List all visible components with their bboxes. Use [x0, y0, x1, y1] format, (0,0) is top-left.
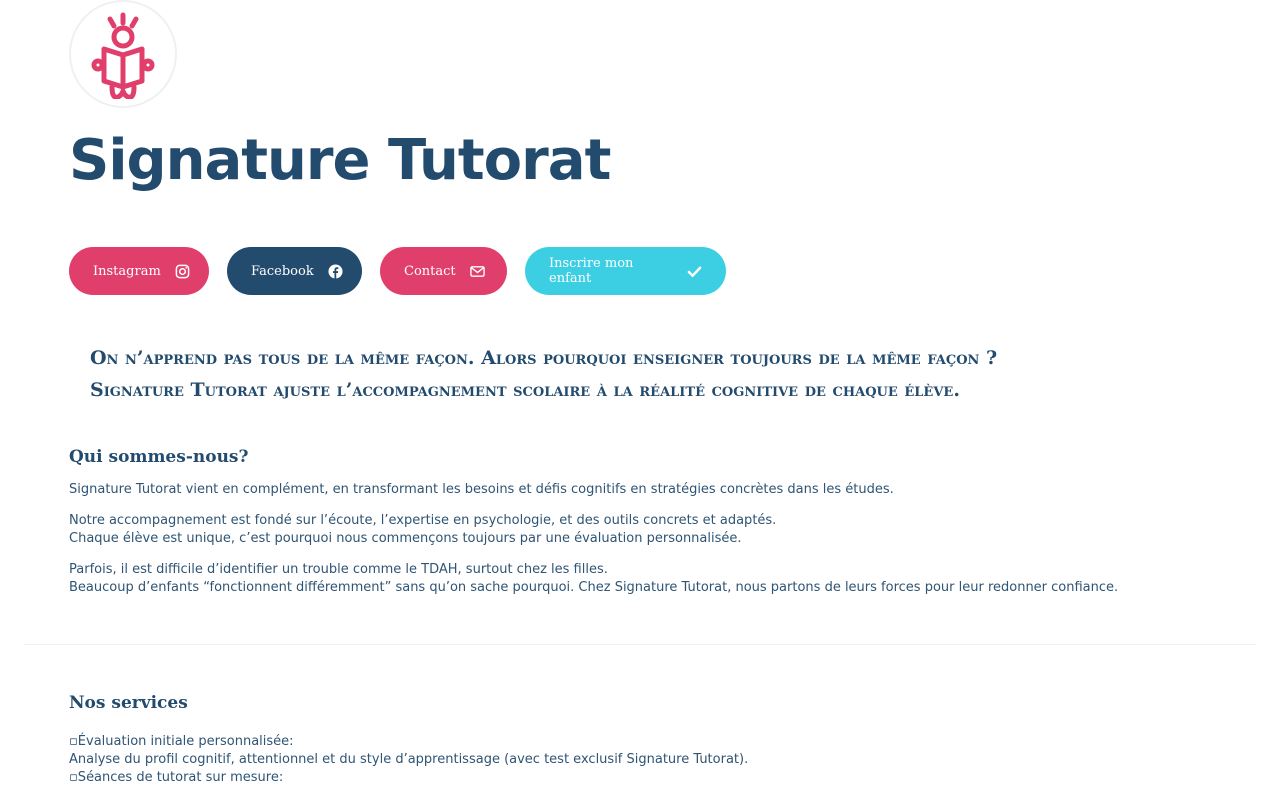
instagram-label: Instagram [93, 263, 161, 279]
envelope-icon [470, 264, 485, 279]
services-item: Analyse du profil cognitif, attentionnel et du style d’apprentissage (avec test exclusif Signature Tutorat). [69, 752, 749, 767]
tagline [90, 342, 997, 406]
enroll-label: Inscrire mon enfant [549, 256, 634, 286]
check-icon [687, 264, 702, 279]
about-heading: Qui sommes-nous? [69, 447, 249, 467]
about-paragraph-3-line-2: Beaucoup d’enfants “fonctionnent différemment” sans qu’on sache pourquoi. Chez Signature Tutorat, nous partons de leurs forces pour leur redonner confiance. [69, 580, 1119, 595]
instagram-button[interactable] [69, 247, 209, 295]
about-paragraph-3-line-1: Parfois, il est difficile d’identifier un trouble comme le TDAH, surtout chez les filles. [69, 562, 608, 577]
logo[interactable] [69, 0, 177, 108]
social-buttons [69, 247, 726, 295]
facebook-button[interactable] [227, 247, 362, 295]
about-paragraph-1: Signature Tutorat vient en complément, en transformant les besoins et défis cognitifs en stratégies concrètes dans les études. [69, 482, 894, 497]
services-item: ▫Évaluation initiale personnalisée: [69, 734, 294, 749]
about-paragraph-3 [69, 561, 1118, 597]
reading-tooth-logo-icon [88, 9, 158, 99]
about-paragraph-2-line-1: Notre accompagnement est fondé sur l’écoute, l’expertise en psychologie, et des outils concrets et adaptés. [69, 513, 777, 528]
facebook-label: Facebook [251, 263, 314, 279]
facebook-icon [328, 264, 343, 279]
contact-button[interactable] [380, 247, 507, 295]
section-divider [24, 644, 1256, 645]
tagline-line-1: On n’apprend pas tous de la même façon. Alors pourquoi enseigner toujours de la même façon ? [90, 347, 998, 369]
services-list [69, 733, 748, 787]
contact-label: Contact [404, 263, 456, 279]
enroll-child-button[interactable] [525, 247, 726, 295]
page-title: Signature Tutorat [69, 128, 611, 193]
services-heading: Nos services [69, 693, 188, 713]
instagram-icon [175, 264, 190, 279]
tagline-line-2: Signature Tutorat ajuste l’accompagnement scolaire à la réalité cognitive de chaque élève. [90, 379, 960, 401]
about-paragraph-2 [69, 512, 776, 548]
services-item: ▫Séances de tutorat sur mesure: [69, 770, 284, 785]
about-paragraph-2-line-2: Chaque élève est unique, c’est pourquoi nous commençons toujours par une évaluation personnalisée. [69, 531, 742, 546]
